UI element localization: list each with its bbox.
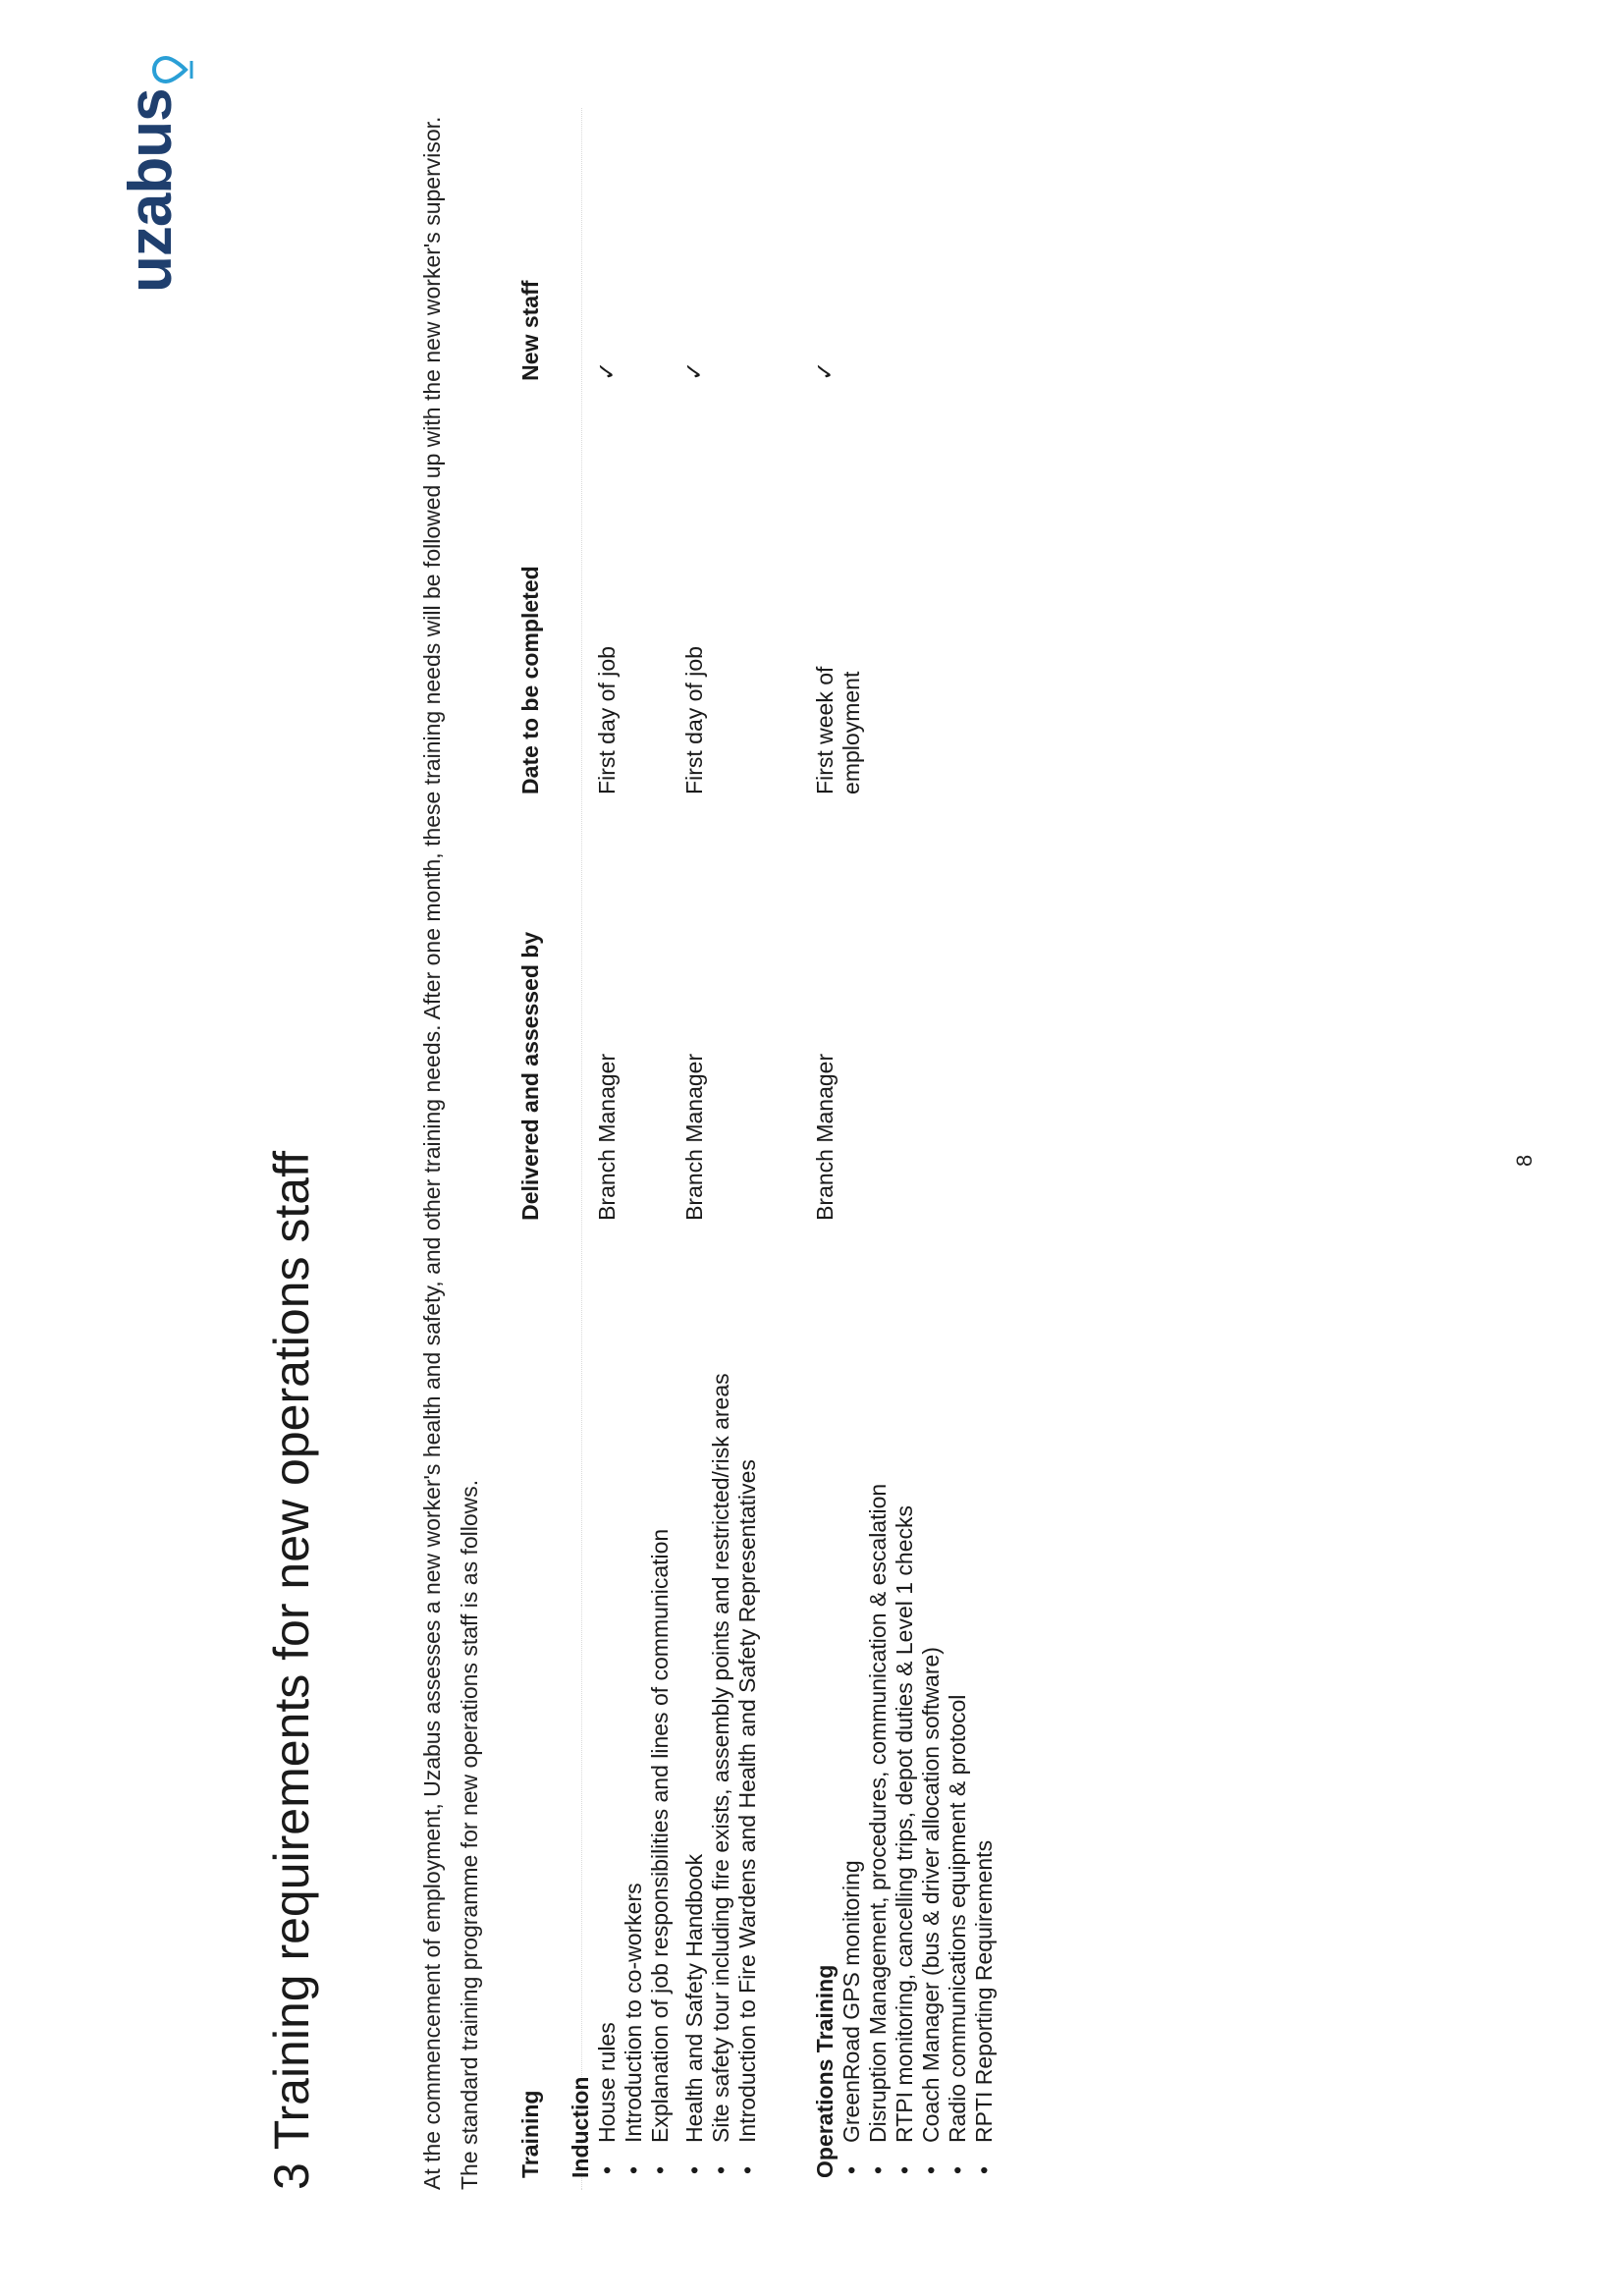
header-delivered-by: Delivered and assessed by [517,931,543,1221]
date-cell: First day of job [594,646,620,794]
location-pin-icon [138,55,168,84]
header-new-staff: New staff [517,280,543,381]
induction-list [594,1244,674,2178]
intro-paragraph: At the commencement of employment, Uzabus assesses a new worker's health and safety, and other training needs. After one month, these training needs will be followed up with the new worker's supervisor. The standard training programme for new operations staff is as follows. [419,116,482,2190]
checkmark-icon: ✓ [812,360,839,381]
table-header-row [511,108,564,2190]
uzabus-logo [116,55,186,293]
delivered-by-cell: Branch Manager [594,1053,620,1221]
list-item: • GreenRoad GPS monitoring [839,1244,865,2178]
table-row-health-safety [677,108,765,2190]
header-date-completed: Date to be completed [517,566,543,794]
training-cell [677,1232,765,2190]
health-safety-list [681,1244,761,2178]
table-row-operations [765,108,1001,2190]
list-item: • RPTI Reporting Requirements [971,1244,998,2178]
page-number: 8 [1512,1154,1537,1167]
list-item: • Radio communications equipment & protocol [945,1244,971,2178]
section-heading-operations: Operations Training [812,1964,838,2178]
date-text: First week of employment [812,666,864,794]
list-item: • Explanation of job responsibilities and lines of communication [647,1244,674,2178]
training-table [511,108,1001,2190]
logo-text: uzabus [117,88,185,293]
list-item: • Introduction to co-workers [621,1244,647,2178]
date-cell: First day of job [681,646,707,794]
list-item: • Health and Safety Handbook [681,1244,708,2178]
new-staff-cell [564,108,677,393]
delivered-by-cell: Branch Manager [681,1053,707,1221]
page-title: 3 Training requirements for new operations staff [264,1151,319,2190]
operations-list [839,1244,998,2178]
list-item: • Disruption Management, procedures, communication & escalation [865,1244,892,2178]
new-staff-cell [765,108,1001,393]
list-item: • House rules [594,1244,621,2178]
list-item: • Site safety tour including fire exists, assembly points and restricted/risk areas [708,1244,734,2178]
checkmark-icon: ✓ [681,360,708,381]
training-cell [564,1232,677,2190]
list-item: • Coach Manager (bus & driver allocation software) [918,1244,945,2178]
date-cell [765,393,1001,806]
section-heading-induction: Induction [568,2076,593,2178]
new-staff-cell [677,108,765,393]
list-item: • RTPI monitoring, cancelling trips, depot duties & Level 1 checks [892,1244,918,2178]
list-item: • Introduction to Fire Wardens and Health and Safety Representatives [734,1244,761,2178]
checkmark-icon: ✓ [594,360,621,381]
header-training: Training [517,2090,543,2178]
table-row-induction [564,108,677,2190]
delivered-by-cell: Branch Manager [812,1053,838,1221]
training-cell [765,1232,1001,2190]
